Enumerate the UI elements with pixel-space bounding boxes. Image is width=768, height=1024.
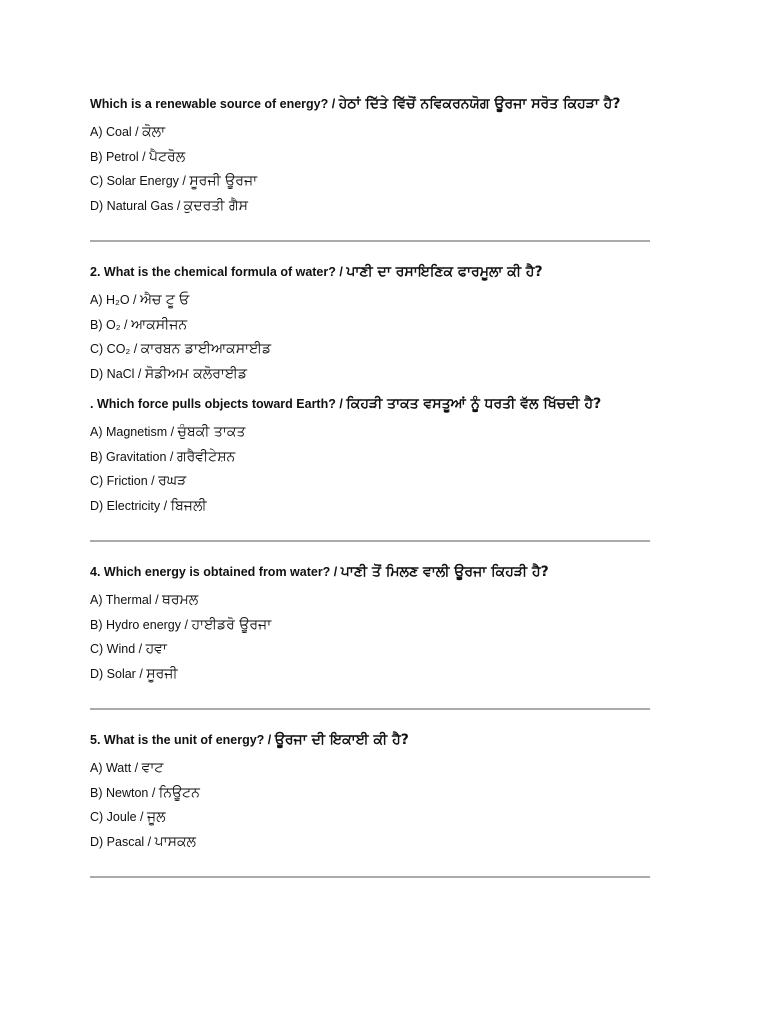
options-list: [90, 756, 650, 854]
question-english: . Which force pulls objects toward Earth? /: [90, 397, 347, 411]
option-d: [90, 194, 650, 219]
option-punjabi: ਬਿਜਲੀ: [170, 497, 207, 514]
option-punjabi: ਕੁਦਰਤੀ ਗੈਸ: [183, 197, 248, 214]
option-d: [90, 830, 650, 855]
options-list: [90, 120, 650, 218]
question-punjabi: ਪਾਣੀ ਤੋਂ ਮਿਲਣ ਵਾਲੀ ਊਰਜਾ ਕਿਹੜੀ ਹੈ?: [340, 564, 549, 580]
question-block-5: [90, 730, 650, 854]
question-text: [90, 562, 650, 582]
option-punjabi: ਗਰੈਵੀਟੇਸ਼ਨ: [176, 448, 236, 465]
question-punjabi: ਹੇਠਾਂ ਦਿੱਤੇ ਵਿੱਚੋਂ ਨਵਿਕਰਨਯੋਗ ਊਰਜਾ ਸਰੋਤ ਕਿਹੜਾ ਹੈ?: [338, 96, 621, 112]
option-english: B) Newton /: [90, 785, 159, 800]
option-d: [90, 662, 650, 687]
option-punjabi: ਨਿਊਟਨ: [158, 784, 200, 801]
option-english: D) Solar /: [90, 666, 147, 681]
option-punjabi: ਚੁੰਬਕੀ ਤਾਕਤ: [177, 424, 246, 440]
option-english: C) Joule /: [90, 810, 147, 824]
option-b: [90, 781, 650, 806]
option-punjabi: ਆਕਸੀਜਨ: [130, 316, 188, 333]
option-english: D) NaCl /: [90, 366, 145, 381]
option-english: A) Magnetism /: [90, 425, 178, 439]
option-punjabi: ਵਾਟ: [141, 760, 164, 776]
option-a: [90, 120, 650, 145]
option-punjabi: ਰਘੜ: [158, 473, 187, 489]
option-c: [90, 805, 650, 830]
option-english: A) Thermal /: [90, 593, 163, 607]
question-punjabi: ਊਰਜਾ ਦੀ ਇਕਾਈ ਕੀ ਹੈ?: [274, 732, 409, 748]
option-english: C) Wind /: [90, 642, 146, 656]
option-punjabi: ਸੋਡੀਅਮ ਕਲੋਰਾਈਡ: [144, 365, 248, 382]
option-english: D) Pascal /: [90, 834, 155, 849]
option-english: A) Watt /: [90, 761, 142, 775]
question-text: [90, 394, 650, 414]
question-punjabi: ਕਿਹੜੀ ਤਾਕਤ ਵਸਤੂਆਂ ਨੂੰ ਧਰਤੀ ਵੱਲ ਖਿੱਚਦੀ ਹੈ?: [346, 396, 602, 412]
question-punjabi: ਪਾਣੀ ਦਾ ਰਸਾਇਣਿਕ ਫਾਰਮੂਲਾ ਕੀ ਹੈ?: [346, 264, 543, 280]
question-block-1: [90, 94, 650, 218]
option-english: C) CO₂ /: [90, 342, 141, 356]
option-punjabi: ਕੋਲਾ: [142, 124, 166, 140]
option-d: [90, 494, 650, 519]
question-block-3: [90, 394, 650, 518]
option-c: [90, 637, 650, 662]
question-text: [90, 94, 650, 114]
question-english: 5. What is the unit of energy? /: [90, 733, 275, 747]
option-c: [90, 469, 650, 494]
option-a: [90, 288, 650, 313]
quiz-document: [90, 94, 650, 878]
option-punjabi: ਪੈਟਰੋਲ: [149, 148, 186, 165]
option-english: B) Petrol /: [90, 149, 150, 164]
option-punjabi: ਥਰਮਲ: [162, 592, 199, 608]
option-english: C) Friction /: [90, 474, 159, 488]
option-d: [90, 362, 650, 387]
question-english: 2. What is the chemical formula of water? /: [90, 265, 347, 279]
question-block-4: [90, 562, 650, 686]
option-punjabi: ਹਵਾ: [145, 641, 167, 657]
options-list: [90, 420, 650, 518]
options-list: [90, 588, 650, 686]
option-punjabi: ਕਾਰਬਨ ਡਾਈਆਕਸਾਈਡ: [140, 341, 272, 357]
question-text: [90, 730, 650, 750]
option-a: [90, 588, 650, 613]
option-b: [90, 445, 650, 470]
option-punjabi: ਪਾਸਕਲ: [154, 833, 196, 850]
question-block-2: [90, 262, 650, 386]
option-punjabi: ਹਾਈਡਰੋ ਊਰਜਾ: [191, 616, 272, 633]
option-b: [90, 613, 650, 638]
option-english: B) Gravitation /: [90, 449, 177, 464]
question-text: [90, 262, 650, 282]
divider: [90, 876, 650, 878]
option-punjabi: ਸੂਰਜੀ: [146, 665, 178, 682]
option-punjabi: ਐਚ ਟੂ ਓ: [140, 292, 190, 308]
option-a: [90, 420, 650, 445]
option-punjabi: ਜੂਲ: [146, 809, 166, 825]
options-list: [90, 288, 650, 386]
option-english: A) Coal /: [90, 125, 143, 139]
question-english: Which is a renewable source of energy? /: [90, 97, 339, 111]
option-b: [90, 313, 650, 338]
option-c: [90, 337, 650, 362]
option-english: D) Electricity /: [90, 498, 171, 513]
option-english: A) H₂O /: [90, 293, 140, 307]
question-english: 4. Which energy is obtained from water? /: [90, 565, 341, 579]
option-c: [90, 169, 650, 194]
option-english: D) Natural Gas /: [90, 198, 184, 213]
option-english: B) Hydro energy /: [90, 617, 192, 632]
option-english: C) Solar Energy /: [90, 174, 190, 188]
option-punjabi: ਸੂਰਜੀ ਊਰਜਾ: [189, 173, 258, 189]
option-b: [90, 145, 650, 170]
option-a: [90, 756, 650, 781]
option-english: B) O₂ /: [90, 317, 131, 332]
